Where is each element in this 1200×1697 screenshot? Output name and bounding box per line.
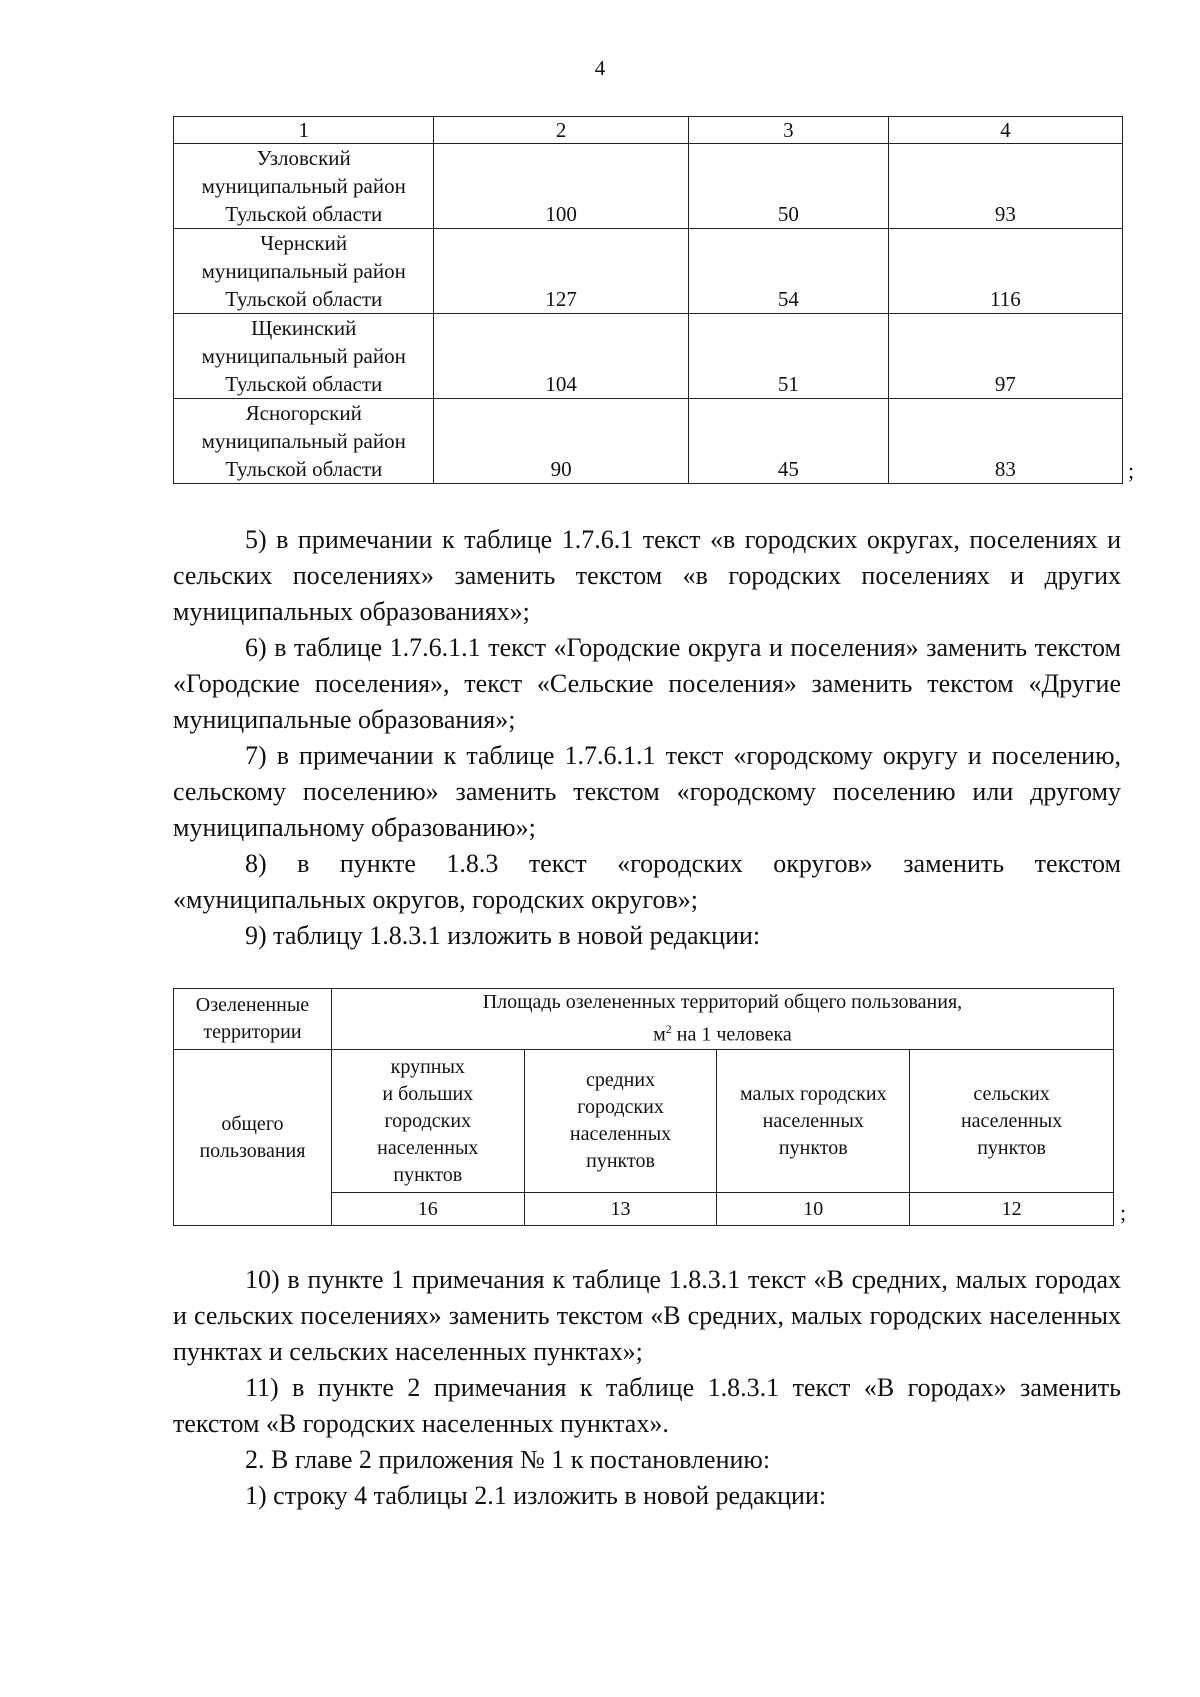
table-row: [174, 229, 1123, 314]
value-cell: 116: [888, 229, 1122, 314]
amendment-paragraph: 5) в примечании к таблице 1.7.6.1 текст «в городских округах, поселениях и сельских поселениях» заменить текстом «в городских поселениях и других муниципальных образованиях»;: [173, 525, 1121, 626]
green-areas-header: Озелененные территории: [174, 989, 332, 1050]
header-cell: 1: [174, 117, 434, 144]
value-cell: 12: [910, 1193, 1114, 1226]
district-region: Тульской области: [225, 287, 383, 311]
value-cell: 127: [434, 229, 688, 314]
amendment-paragraph: 10) в пункте 1 примечания к таблице 1.8.3.1 текст «В средних, малых городах и сельских поселениях» заменить текстом «В средних, малых городских населенных пунктах и сельских населенных пунктах»;: [173, 1265, 1121, 1366]
district-type: муниципальный район: [201, 174, 406, 198]
district-name-cell: [174, 144, 434, 229]
value-cell: 10: [717, 1193, 910, 1226]
table-row: [174, 399, 1123, 484]
value-cell: 16: [331, 1193, 524, 1226]
district-type: муниципальный район: [201, 429, 406, 453]
amendment-paragraph: 1) строку 4 таблицы 2.1 изложить в новой редакции:: [245, 1481, 827, 1510]
districts-table: [173, 116, 1123, 484]
district-region: Тульской области: [225, 457, 383, 481]
value-cell: 104: [434, 314, 688, 399]
area-per-person-header: Площадь озелененных территорий общего пользования, $м^2$ на 1 человека: [331, 989, 1113, 1050]
amendment-paragraph: 7) в примечании к таблице 1.7.6.1.1 текст «городскому округу и поселению, сельскому поселению» заменить текстом «городскому поселению или другому муниципальному образованию»;: [173, 741, 1121, 842]
value-cell: 83: [888, 399, 1122, 484]
table-header-row: [174, 989, 1114, 1050]
district-name-cell: [174, 229, 434, 314]
settlement-type-cell: сельских населенных пунктов: [910, 1050, 1114, 1193]
value-cell: 13: [524, 1193, 717, 1226]
header-cell: 3: [688, 117, 888, 144]
table-row: [174, 1050, 1114, 1193]
settlement-type-cell: крупных и больших городских населенных пунктов: [331, 1050, 524, 1193]
district-region: Тульской области: [225, 202, 383, 226]
value-cell: 100: [434, 144, 688, 229]
value-cell: 93: [888, 144, 1122, 229]
amendment-paragraph: 11) в пункте 2 примечания к таблице 1.8.3.1 текст «В городах» заменить текстом «В городских населенных пунктах».: [173, 1373, 1121, 1438]
amendments-list-1: [173, 522, 1121, 954]
table-row: [174, 144, 1123, 229]
district-region: Тульской области: [225, 372, 383, 396]
amendments-list-2: [173, 1262, 1121, 1514]
district-name-cell: [174, 399, 434, 484]
district-type: муниципальный район: [201, 259, 406, 283]
public-use-label: общего пользования: [174, 1050, 332, 1226]
table2-semicolon: ;: [1120, 1200, 1127, 1225]
district-name-cell: [174, 314, 434, 399]
green-areas-table: [173, 988, 1114, 1226]
value-cell: 90: [434, 399, 688, 484]
settlement-type-cell: средних городских населенных пунктов: [524, 1050, 717, 1193]
settlement-type-cell: малых городских населенных пунктов: [717, 1050, 910, 1193]
table-header-row: [174, 117, 1123, 144]
value-cell: 51: [688, 314, 888, 399]
header-cell: 2: [434, 117, 688, 144]
amendment-paragraph: 6) в таблице 1.7.6.1.1 текст «Городские округа и поселения» заменить текстом «Городские поселения», текст «Сельские поселения» заменить текстом «Другие муниципальные образования»;: [173, 633, 1121, 734]
table-row: [174, 314, 1123, 399]
value-cell: 54: [688, 229, 888, 314]
district-name: Щекинский: [251, 316, 357, 340]
district-name: Чернский: [260, 231, 348, 255]
district-type: муниципальный район: [201, 344, 406, 368]
district-name: Ясногорский: [245, 401, 362, 425]
district-name: Узловский: [256, 146, 351, 170]
table1-semicolon: ;: [1128, 458, 1135, 483]
page-number: 4: [594, 56, 606, 80]
amendment-paragraph: 8) в пункте 1.8.3 текст «городских округов» заменить текстом «муниципальных округов, городских округов»;: [173, 849, 1121, 914]
amendment-paragraph: 2. В главе 2 приложения № 1 к постановлению:: [245, 1445, 771, 1474]
value-cell: 45: [688, 399, 888, 484]
header-cell: 4: [888, 117, 1122, 144]
value-cell: 97: [888, 314, 1122, 399]
amendment-paragraph: 9) таблицу 1.8.3.1 изложить в новой редакции:: [245, 921, 761, 950]
value-cell: 50: [688, 144, 888, 229]
